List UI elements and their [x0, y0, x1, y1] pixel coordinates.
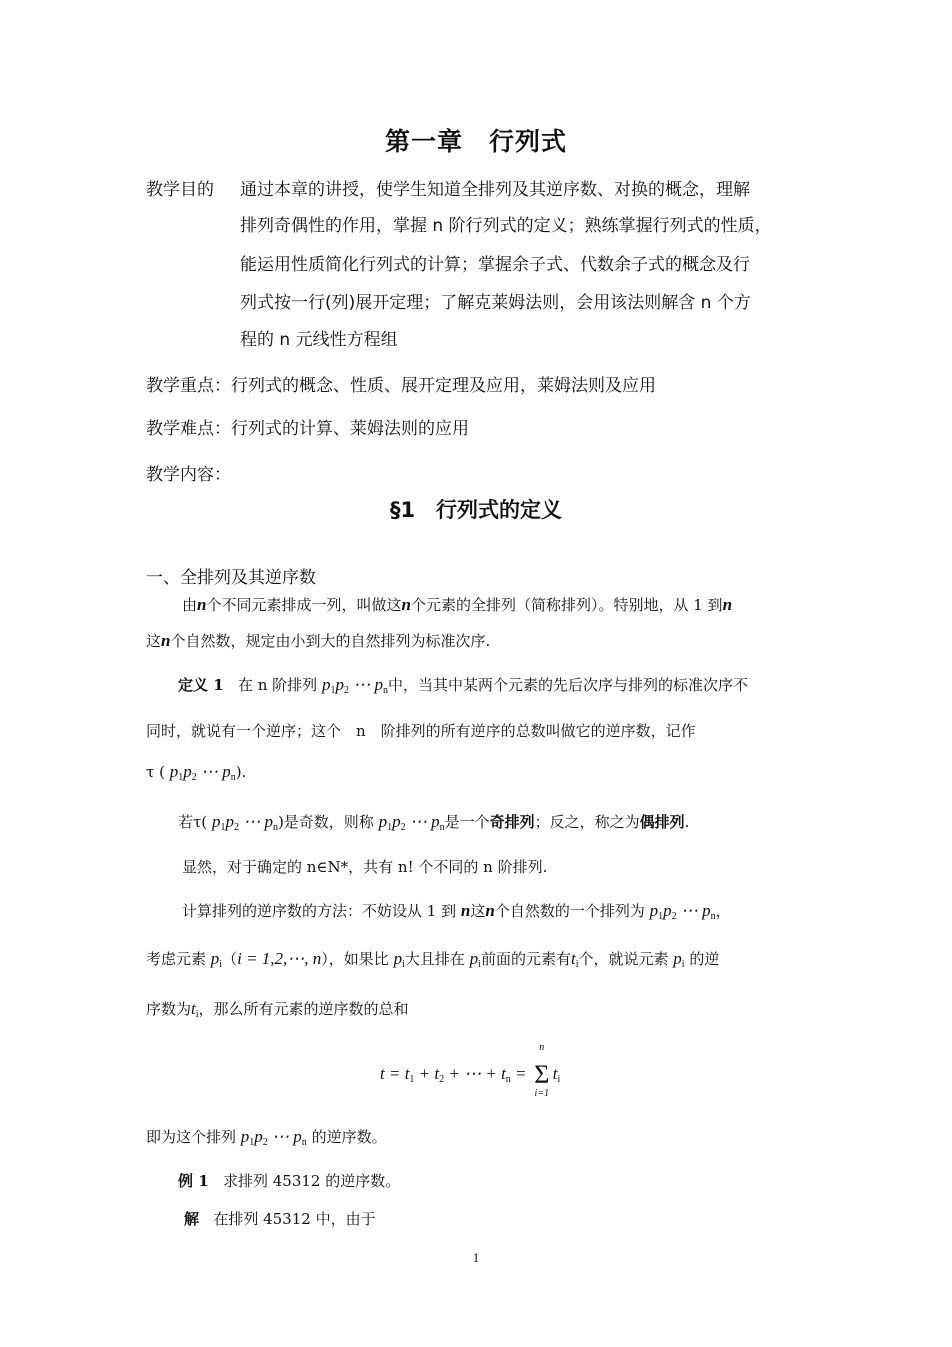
obvious-statement: 显然，对于确定的 n∈N*，共有 n! 个不同的 n 阶排列.: [182, 858, 548, 876]
odd-permutation-term: 奇排列: [489, 813, 535, 831]
objectives-line-2: 排列奇偶性的作用，掌握 n 阶行列式的定义；熟练掌握行列式的性质，: [240, 216, 772, 236]
chapter-title: 第一章 行列式: [384, 127, 567, 156]
key-points: 教学重点：行列式的概念、性质、展开定理及应用，莱姆法则及应用: [146, 376, 656, 396]
objectives-line-3: 能运用性质简化行列式的计算；掌握余子式、代数余子式的概念及行: [240, 255, 750, 275]
subsection-heading: 一、全排列及其逆序数: [146, 568, 316, 588]
para1-line-2: 这n个自然数，规定由小到大的自然排列为标准次序.: [146, 631, 491, 650]
definition-label: 定义 1: [178, 676, 224, 694]
odd-even-line: 若τ( $p_1p_2$ ⋯ $p_n$)是奇数，则称 $p_1p_2$ ⋯ $p_n$是一个奇排列；反之，称之为偶排列.: [178, 812, 690, 833]
objectives-line-5: 程的 n 元线性方程组: [240, 330, 398, 350]
content-label: 教学内容：: [146, 465, 231, 485]
example-label: 例 1: [178, 1172, 209, 1190]
para1-line-1: 由n个不同元素排成一列，叫做这n个元素的全排列（简称排列）。特别地，从 1 到n: [182, 595, 733, 614]
method-line-2: 考虑元素 $p_i(i$ = 1,2,⋯, n），如果比 $p_i$大且排在 $p_i$前面的元素有$t_i$个，就说元素 $p_i$ 的逆: [146, 949, 720, 970]
inversion-sum-formula: $t = t_1 + t_2$ + ⋯ + $t_n$ = n Σ i=1 $t_i$: [380, 1042, 561, 1099]
objectives-line-1: 通过本章的讲授，使学生知道全排列及其逆序数、对换的概念，理解: [240, 180, 750, 200]
section-title: §1 行列式的定义: [389, 498, 563, 522]
solution-label: 解: [184, 1210, 200, 1228]
definition-1-line-3: τ ( $p_1p_2$ ⋯ $p_n$).: [146, 762, 247, 783]
difficulties: 教学难点：行列式的计算、莱姆法则的应用: [146, 419, 469, 439]
page-number: 1: [472, 1250, 480, 1265]
even-permutation-term: 偶排列: [639, 813, 685, 831]
solution: 解 在排列 45312 中，由于: [184, 1210, 376, 1228]
objectives-label: 教学目的: [146, 180, 214, 200]
definition-1-line-2: 同时，就说有一个逆序；这个 n 阶排列的所有逆序的总数叫做它的逆序数，记作: [146, 722, 696, 740]
objectives-line-4: 列式按一行(列)展开定理；了解克莱姆法则，会用该法则解含 n 个方: [240, 293, 751, 313]
example-1: 例 1 求排列 45312 的逆序数。: [178, 1172, 401, 1190]
after-formula-line: 即为这个排列 $p_1p_2$ ⋯ $p_n$ 的逆序数。: [146, 1127, 387, 1148]
method-line-3: 序数为$t_i$，那么所有元素的逆序数的总和: [146, 999, 409, 1020]
method-line-1: 计算排列的逆序数的方法：不妨设从 1 到 n这n个自然数的一个排列为 $p_1p_2$ ⋯ $p_n$，: [182, 901, 731, 922]
summation-symbol: n Σ i=1: [534, 1042, 550, 1099]
definition-1-line-1: 定义 1 在 n 阶排列 $p_1p_2$ ⋯ $p_n$中，当其中某两个元素的先后次序与排列的标准次序不: [178, 675, 748, 696]
